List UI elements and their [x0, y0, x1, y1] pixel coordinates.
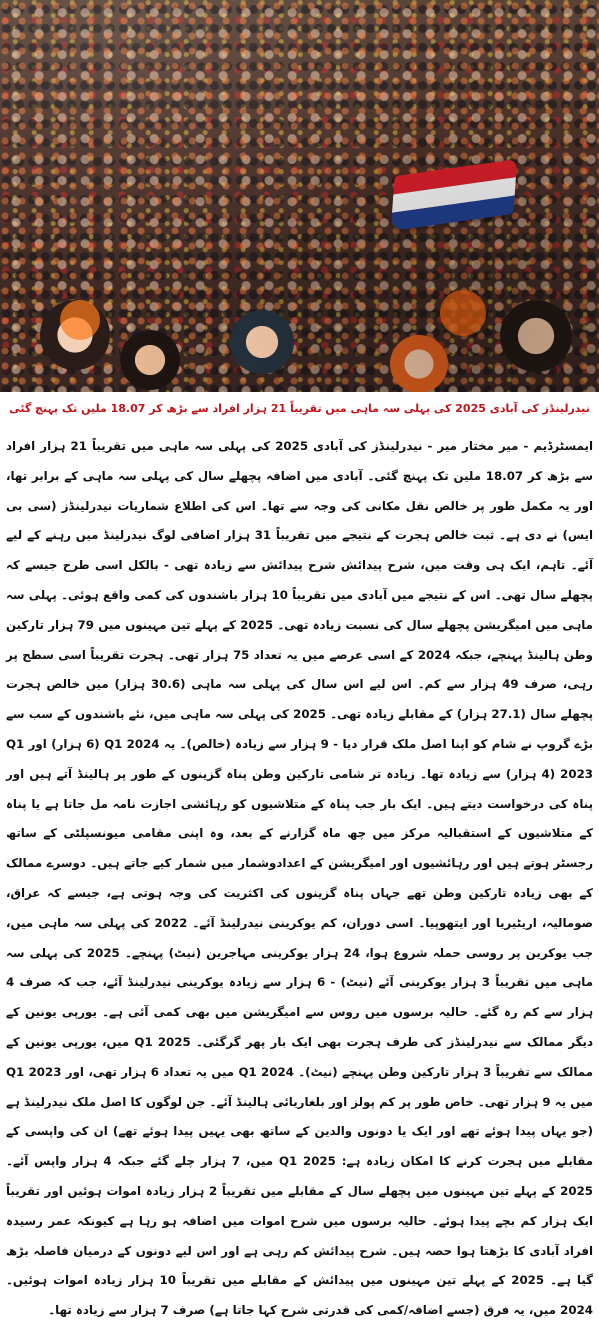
crowd-photo [0, 0, 599, 392]
headline: نیدرلینڈز کی آبادی 2025 کی پہلی سہ ماہی میں تقریباً 21 ہزار افراد سے بڑھ کر 18.07 ملین تک پہنچ گئی [9, 402, 590, 415]
article-body: ایمسٹرڈیم - میر مختار میر - نیدرلینڈز کی آبادی 2025 کی پہلی سہ ماہی میں تقریباً 21 ہزار افراد سے بڑھ کر 18.07 ملین تک پہنچ گئی۔ آبادی میں اضافہ پچھلے سال کی پہلی سہ ماہی کے برابر تھا، اور یہ مکمل طور پر خالص نقل مکانی کی وجہ سے تھا۔ اس کی اطلاع شماریات نیدرلینڈز (سی بی ایس) نے دی ہے۔ ثبت خالص ہجرت کے نتیجے میں تقریباً 31 ہزار اضافی لوگ نیدرلینڈ میں رہنے کے لیے آئے۔ تاہم، ایک ہی وقت میں، شرح پیدائش شرح پیدائش سے زیادہ تھی - بالکل اسی طرح جیسے کہ پچھلے سال تھی۔ اس کے نتیجے میں آبادی میں تقریباً 10 ہزار باشندوں کی کمی واقع ہوئی۔ پہلی سہ ماہی میں امیگریشن پچھلے سال کی نسبت زیادہ تھی۔ 2025 کے پہلے تین مہینوں میں 79 ہزار تارکین وطن ہالینڈ پہنچے، جبکہ 2024 کے اسی عرصے میں یہ تعداد 75 ہزار تھی۔ ہجرت تقریباً اسی سطح پر رہی، صرف 49 ہزار سے کم۔ اس لیے اس سال کی پہلی سہ ماہی (30.6 ہزار) میں خالص ہجرت پچھلے سال (27.1 ہزار) کے مقابلے زیادہ تھی۔ 2025 کی پہلی سہ ماہی میں، نئے باشندوں کے سب سے بڑے گروپ نے شام کو اپنا اصل ملک قرار دیا - 9 ہزار سے زیادہ (خالص)۔ یہ Q1 2024 (6 ہزار) اور Q1 2023 (4 ہزار) سے زیادہ تھا۔ زیادہ تر شامی تارکین وطن پناہ گزینوں کے طور پر ہالینڈ آتے ہیں اور پناہ کی درخواست دیتے ہیں۔ ایک بار جب پناہ کے متلاشیوں کو رہائشی اجازت نامہ مل جاتا ہے یا پناہ کے متلاشیوں کے استقبالیہ مرکز میں چھ ماہ گزارنے کے بعد، وہ اپنی مقامی میونسپلٹی کے ساتھ رجسٹر ہوتے ہیں اور رہائشیوں اور امیگریشن کے اعدادوشمار میں شمار کیے جاتے ہیں۔ دوسرے ممالک کے بھی زیادہ تارکین وطن تھے جہاں پناہ گزینوں کی اکثریت کی وجہ ہوتی ہے، جیسے کہ عراق، صومالیہ، اریٹیریا اور ایتھوپیا۔ اسی دوران، کم یوکرینی نیدرلینڈ آئے۔ 2022 کی پہلی سہ ماہی میں، جب یوکرین پر روسی حملہ شروع ہوا، 24 ہزار یوکرینی مہاجرین (نیٹ) پہنچے۔ 2025 کی پہلی سہ ماہی میں تقریباً 3 ہزار یوکرینی آئے (نیٹ) - 6 ہزار سے زیادہ یوکرینی نیدرلینڈ آئے، جب کہ صرف 4 ہزار سے کم رہ گئے۔ حالیہ برسوں میں روس سے امیگریشن میں بھی کمی آئی ہے۔ یورپی یونین کے دیگر ممالک سے نیدرلینڈز کی طرف ہجرت بھی ایک بار پھر گرگئی۔ Q1 2025 میں، یورپی یونین کے ممالک سے تقریباً 3 ہزار تارکین وطن پہنچے (نیٹ)۔ Q1 2024 میں یہ تعداد 6 ہزار تھی، اور Q1 2023 میں یہ 9 ہزار تھی۔ خاص طور پر کم پولز اور بلغاریائی ہالینڈ آئے۔ جن لوگوں کا اصل ملک نیدرلینڈ ہے (جو یہاں پیدا ہوئے تھے اور ایک یا دونوں والدین کے ساتھ بھی یہیں پیدا ہوئے تھے) ان کی واپسی کے مقابلے میں ہجرت کرنے کا امکان زیادہ ہے: Q1 2025 میں، 7 ہزار چلے گئے جبکہ 4 ہزار واپس آئے۔ 2025 کے پہلے تین مہینوں میں پچھلے سال کے مقابلے میں تقریباً 2 ہزار زیادہ اموات ہوئیں اور تقریباً ایک ہزار کم بچے پیدا ہوئے۔ حالیہ برسوں میں شرح اموات میں اضافہ ہو رہا ہے کیونکہ عمر رسیدہ افراد آبادی کا بڑھتا ہوا حصہ ہیں۔ شرح پیدائش کم رہی ہے اور اس لیے دونوں کے درمیان فاصلہ بڑھ گیا ہے۔ 2025 کے پہلے تین مہینوں میں پیدائش کے مقابلے میں تقریباً 10 ہزار زیادہ اموات ہوئیں۔ 2024 میں، یہ فرق (جسے اضافہ/کمی کی قدرتی شرح کہا جاتا ہے) صرف 7 ہزار سے زیادہ تھا۔ [6, 439, 594, 1318]
photo-shading [0, 0, 599, 392]
